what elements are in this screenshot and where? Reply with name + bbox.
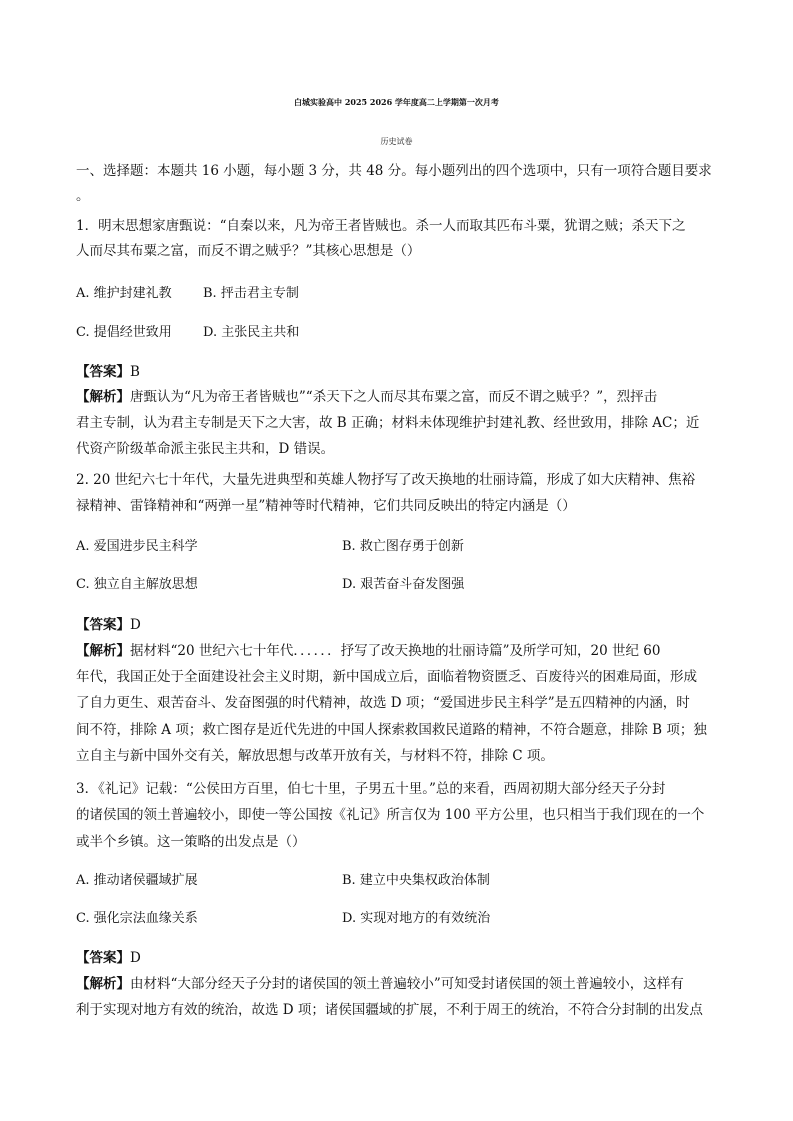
- question-stem: 禄精神、雷锋精神和“两弹一星”精神等时代精神，它们共同反映出的特定内涵是（）: [76, 498, 576, 514]
- analysis-text: 年代，我国正处于全面建设社会主义时期，新中国成立后，面临着物资匮乏、百废待兴的困难局面，形成: [76, 669, 697, 685]
- answer-tag: 【答案】: [76, 364, 130, 380]
- answer-line: [76, 366, 140, 380]
- question-stem: 3．《礼记》记载：“公侯田方百里，伯七十里，子男五十里。”总的来看，西周初期大部分经天子分封: [76, 781, 666, 797]
- analysis-text: 唐甄认为“凡为帝王者皆贼也”“杀天下之人而尽其布粟之富，而反不谓之贼乎？”，烈抨击: [130, 389, 658, 405]
- analysis-text: 立自主与新中国外交有关，解放思想与改革开放有关，与材料不符，排除 C 项。: [76, 748, 554, 764]
- question-stem: 人而尽其布粟之富，而反不谓之贼乎？”其核心思想是（）: [76, 243, 421, 259]
- instructions-line: 。: [76, 188, 90, 204]
- analysis-text: 代资产阶级革命派主张民主共和，D 错误。: [76, 441, 335, 457]
- option-b: B. 抨击君主专制: [203, 286, 299, 301]
- option-c: C. 提倡经世致用: [76, 325, 172, 340]
- option-b: B. 救亡图存勇于创新: [342, 539, 464, 554]
- analysis-text: 间不符，排除 A 项；救亡图存是近代先进的中国人探索救国救民道路的精神，不符合题意，排除 B 项；独: [76, 722, 707, 738]
- analysis-line: [76, 391, 657, 405]
- option-b: B. 建立中央集权政治体制: [342, 873, 490, 888]
- option-a: A. 爱国进步民主科学: [76, 539, 198, 554]
- analysis-line: [76, 645, 660, 659]
- option-d: D. 艰苦奋斗奋发图强: [342, 577, 465, 592]
- question-stem: 1．明末思想家唐甄说：“自秦以来，凡为帝王者皆贼也。杀一人而取其匹布斗粟，犹谓之贼；杀天下之: [76, 218, 686, 234]
- exam-subtitle: 历史试卷: [380, 137, 413, 146]
- question-stem: 或半个乡镇。这一策略的出发点是（）: [76, 834, 306, 850]
- answer-value: B: [130, 364, 140, 380]
- analysis-text: 由材料“大部分经天子分封的诸侯国的领土普遍较小”可知受封诸侯国的领土普遍较小，这样有: [130, 976, 684, 992]
- analysis-tag: 【解析】: [76, 976, 130, 992]
- analysis-text: 利于实现对地方有效的统治，故选 D 项；诸侯国疆域的扩展，不利于周王的统治，不符合分封制的出发点: [76, 1002, 703, 1018]
- option-a: A. 维护封建礼教: [76, 286, 172, 301]
- analysis-tag: 【解析】: [76, 643, 130, 659]
- answer-line: [76, 952, 141, 966]
- answer-line: [76, 619, 141, 633]
- option-a: A. 推动诸侯疆域扩展: [76, 873, 198, 888]
- answer-tag: 【答案】: [76, 950, 130, 966]
- answer-tag: 【答案】: [76, 617, 130, 633]
- option-c: C. 独立自主解放思想: [76, 577, 198, 592]
- question-stem: 2. 20 世纪六七十年代，大量先进典型和英雄人物抒写了改天换地的壮丽诗篇，形成了如大庆精神、焦裕: [76, 472, 696, 488]
- analysis-text: 据材料“20 世纪六七十年代．．．．．．抒写了改天换地的壮丽诗篇”及所学可知，20 世纪 60: [130, 643, 661, 659]
- answer-value: D: [130, 617, 141, 633]
- analysis-text: 了自力更生、艰苦奋斗、发奋图强的时代精神，故选 D 项；“爱国进步民主科学”是五四精神的内涵，时: [76, 695, 690, 711]
- question-stem: 的诸侯国的领土普遍较小，即使一等公国按《礼记》所言仅为 100 平方公里，也只相当于我们现在的一个: [76, 807, 705, 823]
- option-d: D. 主张民主共和: [203, 325, 300, 340]
- option-d: D. 实现对地方的有效统治: [342, 911, 491, 926]
- analysis-text: 君主专制，认为君主专制是天下之大害，故 B 正确；材料未体现维护封建礼教、经世致用，排除 AC；近: [76, 415, 700, 431]
- analysis-tag: 【解析】: [76, 389, 130, 405]
- exam-title: 白城实验高中 2025 2026 学年度高二上学期第一次月考: [294, 97, 499, 107]
- analysis-line: [76, 978, 684, 992]
- instructions-line: 一、选择题：本题共 16 小题，每小题 3 分，共 48 分。每小题列出的四个选项中，只有一项符合题目要求: [76, 163, 712, 179]
- option-c: C. 强化宗法血缘关系: [76, 911, 198, 926]
- answer-value: D: [130, 950, 141, 966]
